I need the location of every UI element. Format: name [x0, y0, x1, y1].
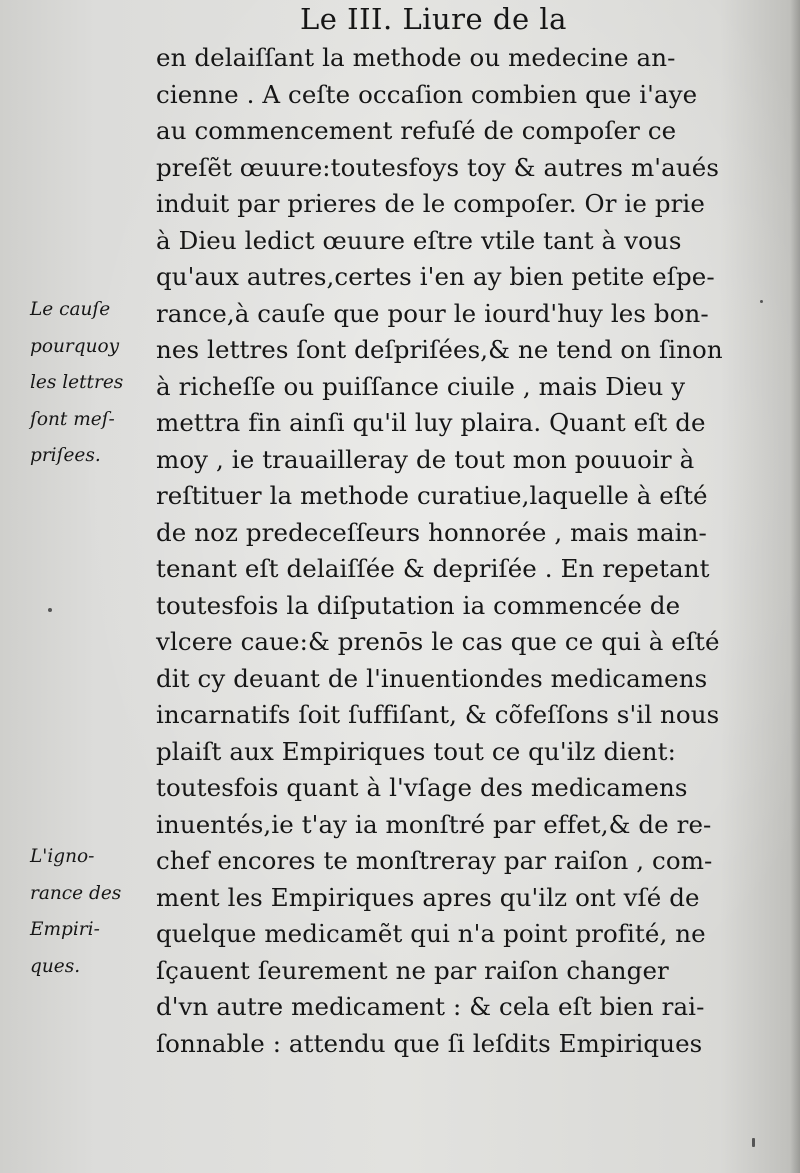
ink-speck — [760, 300, 763, 303]
text-line: au commencement refuſé de compoſer ce — [156, 116, 677, 145]
text-line: toutesfois quant à l'vſage des medicamens — [156, 773, 688, 802]
text-line: qu'aux autres,certes i'en ay bien petite eſpe- — [156, 262, 715, 291]
text-line: induit par prieres de le compoſer. Or ie prie — [156, 189, 705, 218]
text-line: de noz predeceſſeurs honnorée , mais main- — [156, 517, 707, 547]
text-line: incarnatifs ſoit ſuffiſant, & cõfeſſons s'il nous — [156, 700, 720, 729]
margin-note-line: ques. — [30, 955, 81, 977]
text-line: ſonnable : attendu que ſi leſdits Empiriques — [156, 1028, 703, 1058]
text-line: nes lettres ſont deſpriſées,& ne tend on ſinon — [156, 335, 723, 364]
text-line: ſçauent ſeurement ne par raiſon changer — [156, 955, 669, 985]
ink-speck — [752, 1138, 755, 1147]
margin-note-line: Empiri- — [30, 919, 100, 940]
margin-note-line: L'igno- — [30, 846, 95, 867]
margin-note-line: rance des — [30, 882, 122, 904]
text-line: preſẽt œuure:toutesfoys toy & autres m'aués — [156, 152, 720, 182]
margin-note-letters-despised — [30, 292, 148, 475]
margin-note-line: ſont meſ- — [30, 408, 115, 430]
margin-note-empiric-ignorance — [30, 839, 148, 985]
ink-speck — [48, 608, 52, 612]
text-line: vlcere caue:& prenōs le cas que ce qui à eſté — [156, 627, 720, 656]
text-line: tenant eſt delaiſſée & depriſée . En repetant — [156, 554, 710, 583]
margin-note-line: les lettres — [30, 372, 124, 393]
text-line: moy , ie trauailleray de tout mon pouuoir à — [156, 444, 695, 474]
text-line: à Dieu ledict œuure eſtre vtile tant à vous — [156, 225, 682, 255]
margin-note-line: priſees. — [30, 445, 101, 466]
text-line: rance,à cauſe que pour le iourd'huy les bon- — [156, 298, 709, 328]
text-line: mettra fin ainſi qu'il luy plaira. Quant eſt de — [156, 408, 706, 437]
text-line: à richeſſe ou puiſſance ciuile , mais Dieu y — [156, 371, 686, 401]
text-line: en delaiſſant la methode ou medecine an- — [156, 43, 676, 72]
text-line: cienne . A ceſte occaſion combien que i'aye — [156, 79, 698, 109]
text-line: inuentés,ie t'ay ia monſtré par effet,& de re- — [156, 809, 712, 839]
text-line: toutesfois la diſputation ia commencée de — [156, 590, 681, 620]
margin-note-line: Le cauſe — [30, 299, 111, 320]
running-head: Le III. Liure de la — [300, 2, 567, 36]
text-line: plaiſt aux Empiriques tout ce qu'ilz dient: — [156, 736, 676, 766]
text-line: quelque medicamẽt qui n'a point profité, ne — [156, 919, 706, 948]
text-line: d'vn autre medicament : & cela eſt bien rai- — [156, 992, 705, 1021]
text-line: chef encores te monſtreray par raiſon , com- — [156, 846, 713, 875]
text-line: reſtituer la methode curatiue,laquelle à eſté — [156, 481, 708, 510]
body-text — [156, 40, 746, 1062]
text-line: ment les Empiriques apres qu'ilz ont vſé de — [156, 882, 700, 912]
text-line: dit cy deuant de l'inuentiondes medicamens — [156, 663, 708, 693]
margin-note-line: pourquoy — [30, 335, 120, 357]
